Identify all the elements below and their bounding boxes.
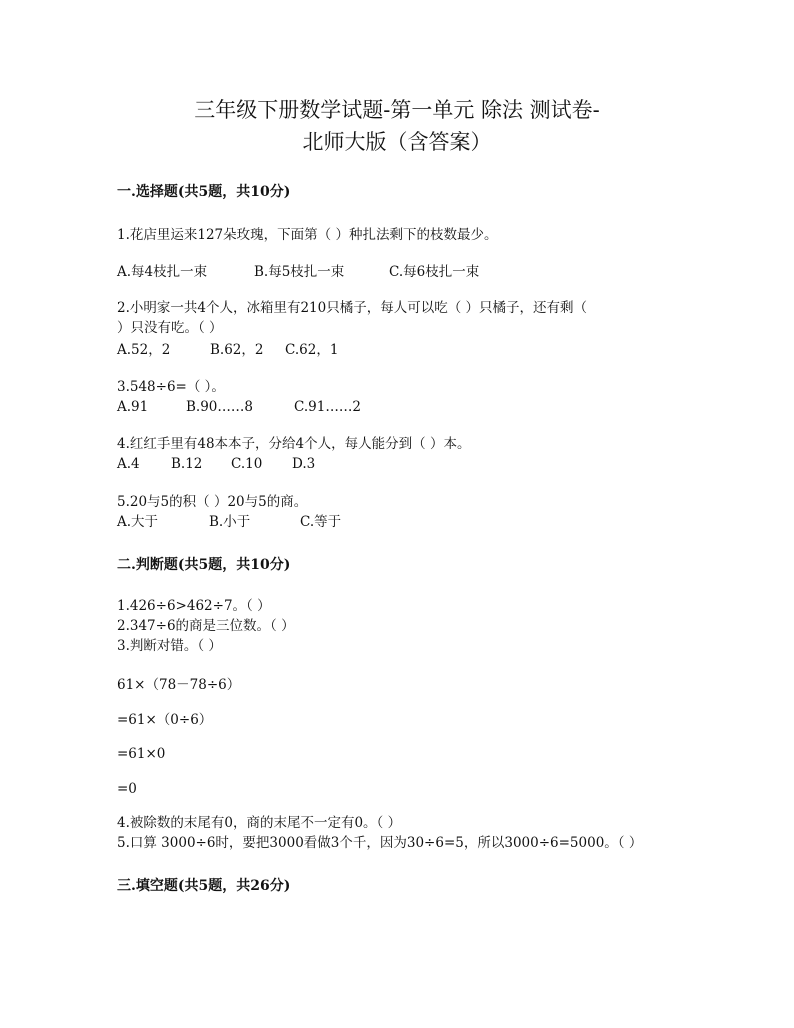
- choice-question-4: 4.红红手里有48本本子，分给4个人，每人能分到（ ）本。: [117, 436, 471, 452]
- option: D.3: [292, 456, 316, 472]
- calc-step-3: =61×0: [117, 746, 166, 762]
- choice-question-3-options: [117, 397, 361, 417]
- calc-step-1: 61×（78－78÷6）: [117, 677, 241, 693]
- calc-step-2: =61×（0÷6）: [117, 712, 213, 728]
- section-heading-fill: 三.填空题(共5题，共26分): [117, 878, 291, 894]
- choice-question-2-options: [117, 340, 338, 360]
- choice-question-5-options: [117, 512, 341, 532]
- page-title-line2: 北师大版（含答案）: [302, 130, 492, 154]
- option: C.62，1: [285, 342, 339, 358]
- option: C.91……2: [294, 399, 361, 415]
- option: B.每5枝扎一束: [254, 264, 345, 280]
- option: B.12: [171, 456, 203, 472]
- judge-question-5: 5.口算 3000÷6时，要把3000看做3个千，因为30÷6=5，所以3000÷6=5000。（ ）: [117, 835, 643, 851]
- section-heading-choice: 一.选择题(共5题，共10分): [117, 184, 291, 200]
- judge-question-2: 2.347÷6的商是三位数。（ ）: [117, 618, 295, 634]
- calc-step-4: =0: [117, 781, 137, 797]
- judge-question-1: 1.426÷6>462÷7。（ ）: [117, 598, 271, 614]
- page-title-line1: 三年级下册数学试题-第一单元 除法 测试卷-: [194, 98, 600, 122]
- option: A.4: [117, 456, 140, 472]
- option: C.等于: [300, 514, 342, 530]
- option: B.小于: [209, 514, 251, 530]
- option: C.10: [231, 456, 263, 472]
- option: A.52，2: [117, 342, 171, 358]
- judge-question-4: 4.被除数的末尾有0，商的末尾不一定有0。（ ）: [117, 815, 402, 831]
- option: B.62，2: [210, 342, 264, 358]
- choice-question-2-line2: ）只没有吃。（ ）: [117, 320, 223, 336]
- option: C.每6枝扎一束: [389, 264, 480, 280]
- option: B.90……8: [186, 399, 253, 415]
- choice-question-5: 5.20与5的积（ ）20与5的商。: [117, 494, 308, 510]
- option: A.每4枝扎一束: [117, 264, 208, 280]
- option: A.大于: [117, 514, 159, 530]
- choice-question-1: 1.花店里运来127朵玫瑰，下面第（ ）种扎法剩下的枝数最少。: [117, 227, 498, 243]
- choice-question-3: 3.548÷6=（ ）。: [117, 379, 225, 395]
- judge-question-3: 3.判断对错。（ ）: [117, 638, 222, 654]
- choice-question-1-options: [117, 262, 479, 282]
- option: A.91: [117, 399, 149, 415]
- choice-question-4-options: [117, 454, 315, 474]
- section-heading-judge: 二.判断题(共5题，共10分): [117, 557, 291, 573]
- choice-question-2-line1: 2.小明家一共4个人，冰箱里有210只橘子，每人可以吃（ ）只橘子，还有剩（: [117, 300, 588, 316]
